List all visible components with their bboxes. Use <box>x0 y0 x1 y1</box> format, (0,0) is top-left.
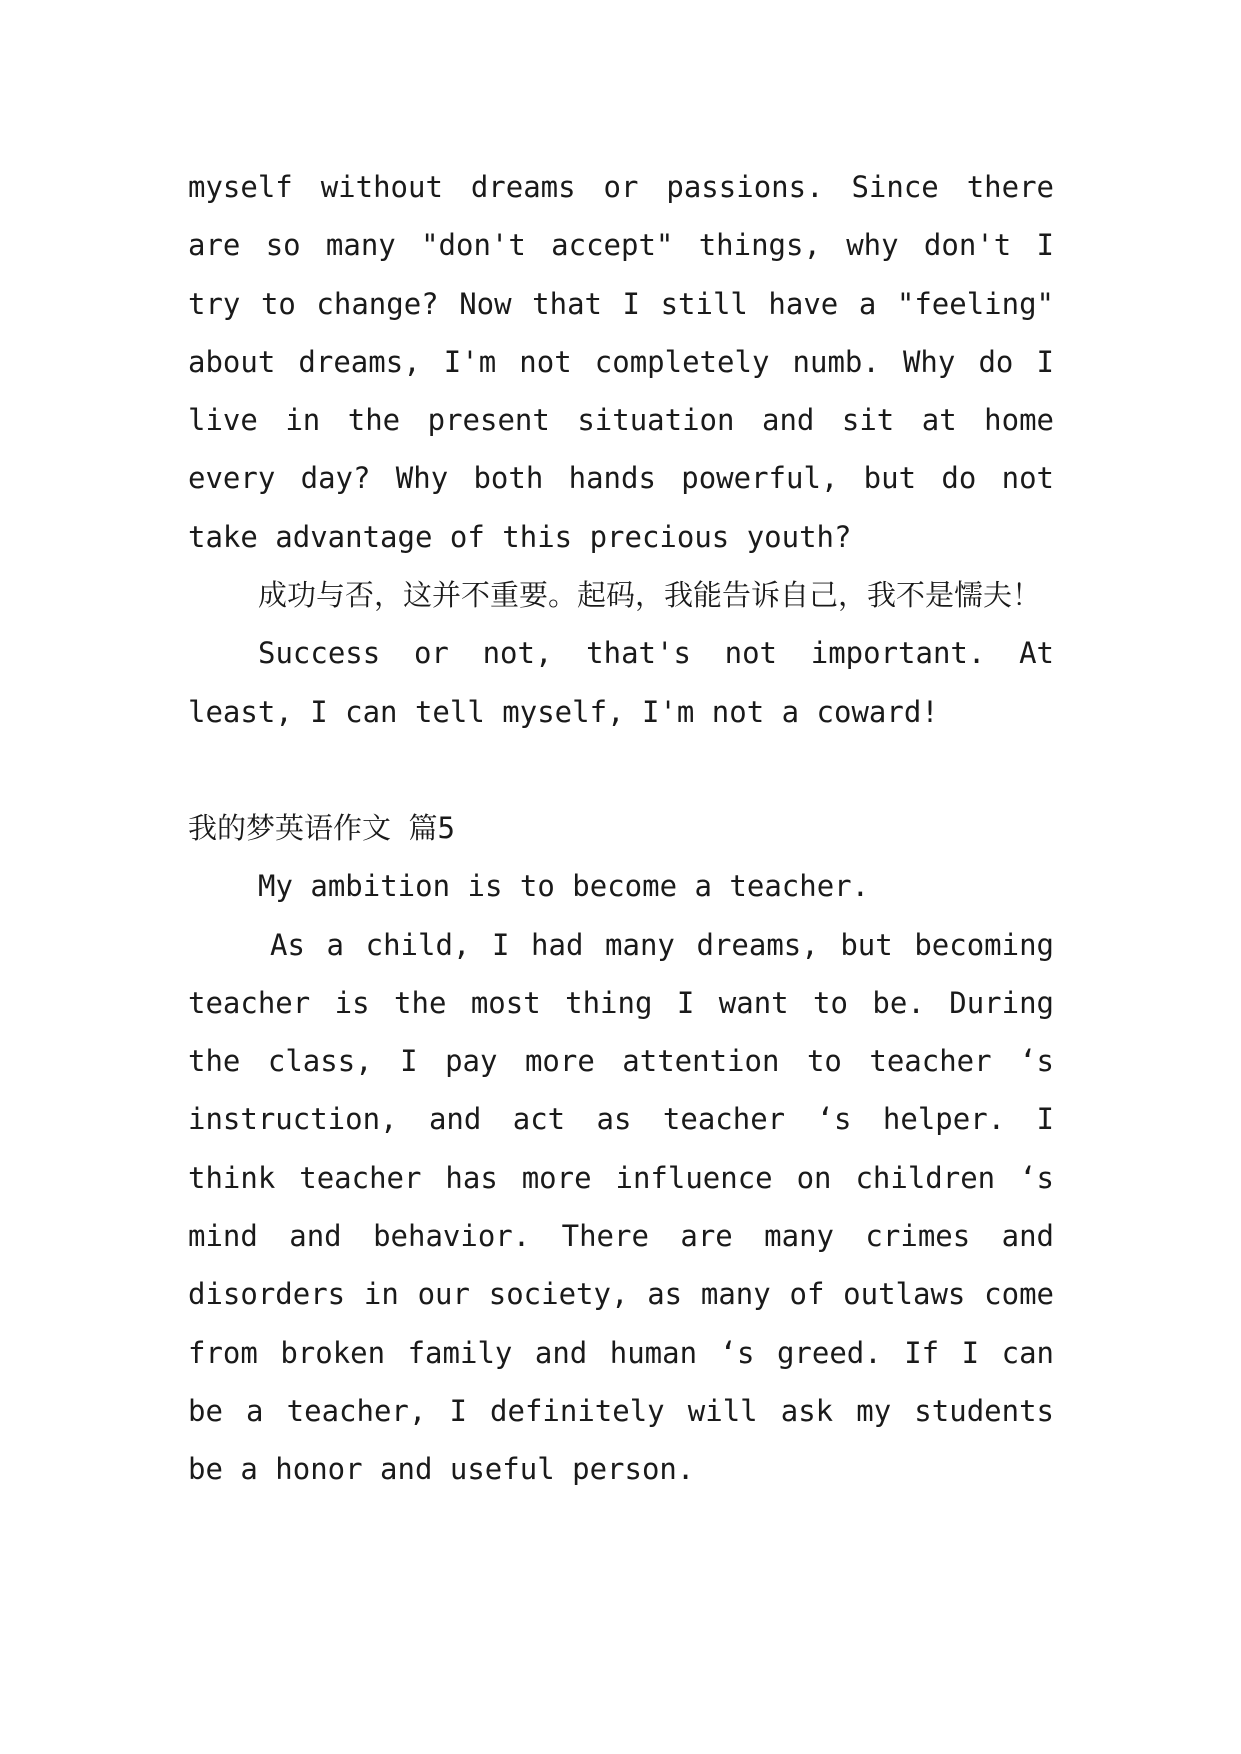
essay-paragraph-childhood: As a child, I had many dreams, but becoming teacher is the most thing I want to be. During the class, I pay more attention to teacher ‘s instruction, and act as teacher ‘s helper. I think teacher has more influence on children ‘s mind and behavior. There are many crimes and disorders in our society, as many of outlaws come from broken family and human ‘s greed. If I can be a teacher, I definitely will ask my students be a honor and useful person. <box>188 927 1054 1487</box>
essay-paragraph-chinese: 成功与否，这并不重要。起码，我能告诉自己，我不是懦夫！ <box>258 578 1042 613</box>
essay-paragraph-ambition: My ambition is to become a teacher. <box>258 869 870 904</box>
document-page <box>188 158 1054 1499</box>
essay-paragraph-1: myself without dreams or passions. Since there are so many "don't accept" things, why don't I try to change? Now that I still have a "feeling" about dreams, I'm not completely numb. Why do I live in the present situation and sit at home every day? Why both hands powerful, but do not take advantage of this precious youth? <box>188 170 1054 554</box>
essay-paragraph-translation: Success or not, that's not important. At least, I can tell myself, I'm not a coward! <box>188 636 1054 729</box>
section-heading: 我的梦英语作文 篇5 <box>188 810 455 845</box>
